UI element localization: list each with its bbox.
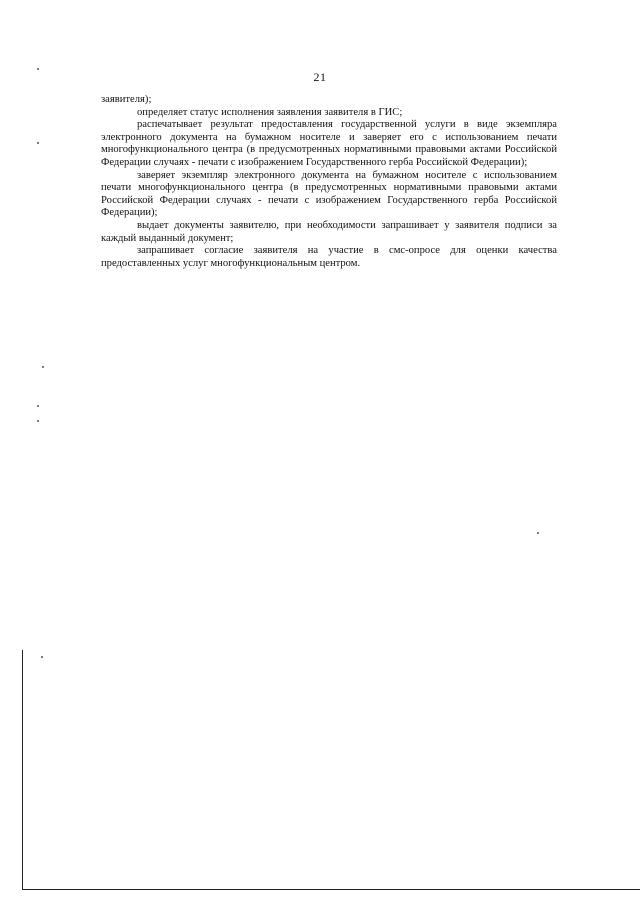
scan-speck xyxy=(37,68,39,70)
paragraph-print-result: распечатывает результат предоставления государственной услуги в виде экземпляра электронного документа на бумажном носителе и заверяет его с использованием печати многофункционального центра (в предусмотренных нормативными правовыми актами Российской Федерации случаях - печати с изображением Государственного герба Российской Федерации); xyxy=(101,119,557,168)
paragraph-certify-copy: заверяет экземпляр электронного документа на бумажном носителе с использованием печати многофункционального центра (в предусмотренных нормативными правовыми актами Российской Федерации случаях - печати с изображением Государственного герба Российской Федерации); xyxy=(101,169,557,219)
document-body xyxy=(101,94,557,270)
paragraph-issue-documents: выдает документы заявителю, при необходимости запрашивает у заявителя подписи за каждый выданный документ; xyxy=(101,219,557,244)
scan-speck xyxy=(37,142,39,144)
page-number: 21 xyxy=(313,70,327,84)
scan-speck xyxy=(37,420,39,422)
scan-border-bottom xyxy=(22,889,640,890)
paragraph-sms-survey: запрашивает согласие заявителя на участие в смс-опросе для оценки качества предоставленных услуг многофункциональным центром. xyxy=(101,245,557,269)
scan-speck xyxy=(37,405,39,407)
scan-speck xyxy=(41,656,43,658)
paragraph-status-check: определяет статус исполнения заявления заявителя в ГИС; xyxy=(137,106,403,118)
scan-border-left xyxy=(22,650,23,890)
paragraph-continuation: заявителя); xyxy=(101,94,152,105)
scan-speck xyxy=(537,532,539,534)
scan-speck xyxy=(42,366,44,368)
